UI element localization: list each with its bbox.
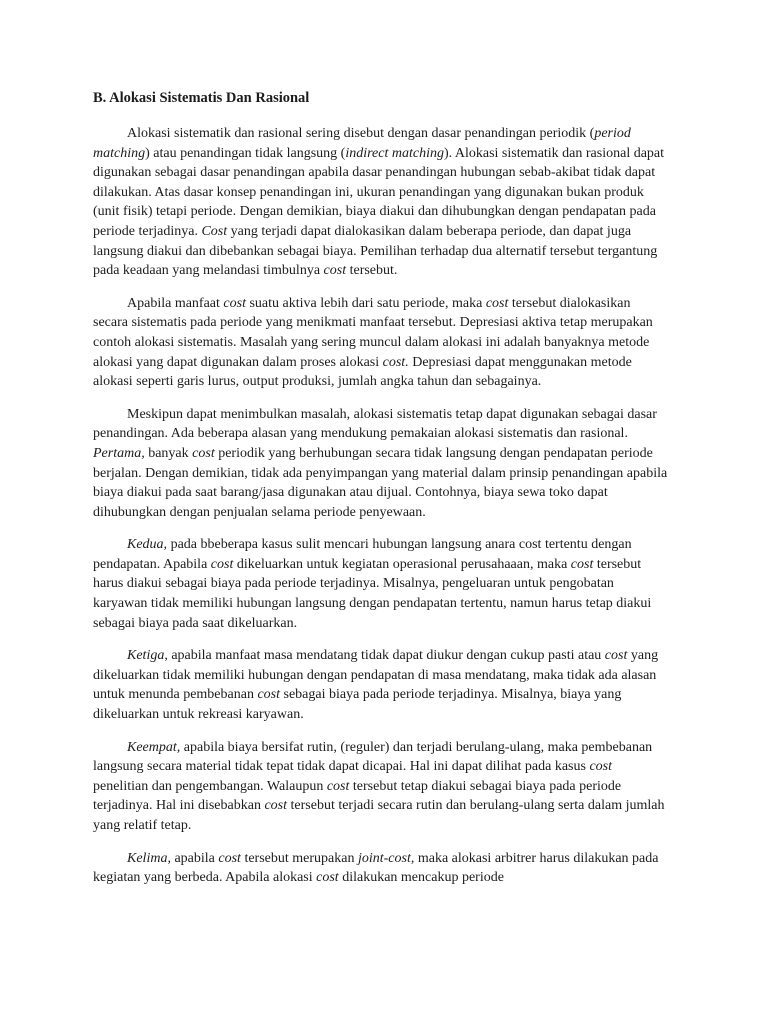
- text-run: Alokasi sistematik dan rasional sering disebut dengan dasar penandingan periodik (: [127, 126, 595, 141]
- italic-term: cost: [604, 648, 628, 664]
- text-run: banyak: [144, 445, 193, 461]
- text-run: , maka alokasi arbitrer harus dilakukan pada kegiatan yang berbeda. Apabila alokasi: [93, 850, 659, 886]
- body-text: [93, 124, 668, 888]
- paragraph: [93, 405, 668, 523]
- italic-term: cost: [210, 556, 234, 572]
- text-run: penelitian dan pengembangan. Walaupun: [93, 778, 327, 794]
- italic-term: Cost: [201, 223, 228, 239]
- text-run: dikeluarkan untuk kegiatan operasional perusahaaan, maka: [233, 556, 571, 572]
- italic-term: Kelima,: [127, 850, 171, 866]
- italic-term: period matching: [93, 126, 631, 161]
- italic-term: cost: [257, 687, 281, 703]
- italic-term: cost: [326, 778, 350, 794]
- text-run: yang terjadi dapat dialokasikan dalam beberapa periode, dan dapat juga langsung diakui dan dibebankan sebagai biaya. Pemilihan terhadap dua alternatif tersebut tergantung pada keadaan yang melandasi timbulnya: [93, 223, 658, 279]
- italic-term: cost: [218, 850, 241, 866]
- text-run: pada bbeberapa kasus sulit mencari hubungan langsung anara cost tertentu dengan pendapatan. Apabila: [93, 537, 632, 572]
- text-run: tersebut tetap diakui sebagai biaya pada periode terjadinya. Hal ini disebabkan: [93, 778, 622, 814]
- text-run: dilakukan mencakup periode: [338, 870, 504, 886]
- italic-term: cost: [316, 870, 339, 886]
- italic-term: Ketiga: [127, 648, 165, 664]
- text-run: ) atau penandingan tidak langsung (: [145, 145, 346, 161]
- italic-term: cost: [323, 263, 347, 279]
- text-run: Apabila manfaat: [127, 295, 224, 311]
- italic-term: Kedua,: [127, 537, 168, 553]
- text-run: , apabila manfaat masa mendatang tidak dapat diukur dengan cukup pasti atau: [164, 648, 605, 664]
- text-run: Depresiasi dapat menggunakan metode alokasi seperti garis lurus, output produksi, jumlah angka tahun dan sebagainya.: [93, 354, 632, 390]
- text-run: tersebut dialokasikan secara sistematis pada periode yang menikmati manfaat tersebut. Depresiasi aktiva tetap merupakan contoh alokasi sistematis. Masalah yang sering muncul dalam alokasi ini adalah banyaknya metode alokasi yang dapat digunakan dalam proses alokasi: [93, 295, 653, 370]
- italic-term: cost: [589, 759, 612, 775]
- text-run: periodik yang berhubungan secara tidak langsung dengan pendapatan periode berjalan. Dengan demikian, tidak ada penyimpangan yang material dalam prinsip penandingan apabila biaya diakui pada saat barang/jasa digunakan atau dijual. Contohnya, biaya sewa toko dapat dihubungkan dengan penjualan selama periode penyewaan.: [93, 445, 668, 520]
- section-heading: B. Alokasi Sistematis Dan Rasional: [93, 90, 310, 106]
- italic-term: cost.: [382, 354, 409, 370]
- italic-term: joint-cost: [357, 850, 411, 866]
- text-run: apabila biaya bersifat rutin, (reguler) dan terjadi berulang-ulang, maka pembebanan langsung secara material tidak tepat tidak dapat dicapai. Hal ini dapat dilihat pada kasus: [93, 739, 653, 775]
- italic-term: cost: [223, 295, 246, 311]
- text-run: ). Alokasi sistematik dan rasional dapat digunakan sebagai dasar penandingan apabila dasar penandingan hubungan sebab-akibat tidak dapat dilakukan. Atas dasar konsep penandingan ini, ukuran penandingan yang digunakan bukan produk (unit fisik) tetapi periode. Dengan demikian, biaya diakui dan dihubungkan dengan pendapatan pada periode terjadinya.: [93, 145, 665, 239]
- text-run: tersebut harus diakui sebagai biaya pada periode terjadinya. Misalnya, pengeluaran untuk pengobatan karyawan tidak memiliki hubungan langsung dengan pendapatan tertentu, namun harus tetap diakui sebagai biaya pada saat dikeluarkan.: [93, 556, 652, 631]
- paragraph: [93, 294, 668, 392]
- italic-term: Keempat,: [127, 739, 181, 755]
- paragraph: [93, 849, 668, 888]
- text-run: sebagai biaya pada periode terjadinya. Misalnya, biaya yang dikeluarkan untuk rekreasi karyawan.: [93, 687, 622, 723]
- paragraph: [93, 646, 668, 724]
- text-run: tersebut merupakan: [240, 850, 358, 866]
- paragraph: [93, 738, 668, 836]
- italic-term: cost: [485, 295, 509, 311]
- paragraph: [93, 535, 668, 633]
- italic-term: Pertama,: [93, 445, 145, 461]
- italic-term: cost: [192, 445, 215, 461]
- text-run: tersebut.: [346, 263, 398, 279]
- text-run: apabila: [170, 850, 219, 866]
- italic-term: cost: [570, 556, 594, 572]
- italic-term: cost: [264, 798, 288, 814]
- text-run: suatu aktiva lebih dari satu periode, maka: [245, 295, 486, 311]
- italic-term: indirect matching: [345, 145, 444, 161]
- text-run: tersebut terjadi secara rutin dan berulang-ulang serta dalam jumlah yang relatif tetap.: [93, 798, 665, 833]
- paragraph: [93, 124, 668, 281]
- text-run: Meskipun dapat menimbulkan masalah, alokasi sistematis tetap dapat digunakan sebagai dasar penandingan. Ada beberapa alasan yang mendukung pemakaian alokasi sistematis dan rasional.: [93, 406, 657, 442]
- text-run: yang dikeluarkan tidak memiliki hubungan dengan pendapatan di masa mendatang, maka tidak ada alasan untuk menunda pembebanan: [93, 648, 659, 703]
